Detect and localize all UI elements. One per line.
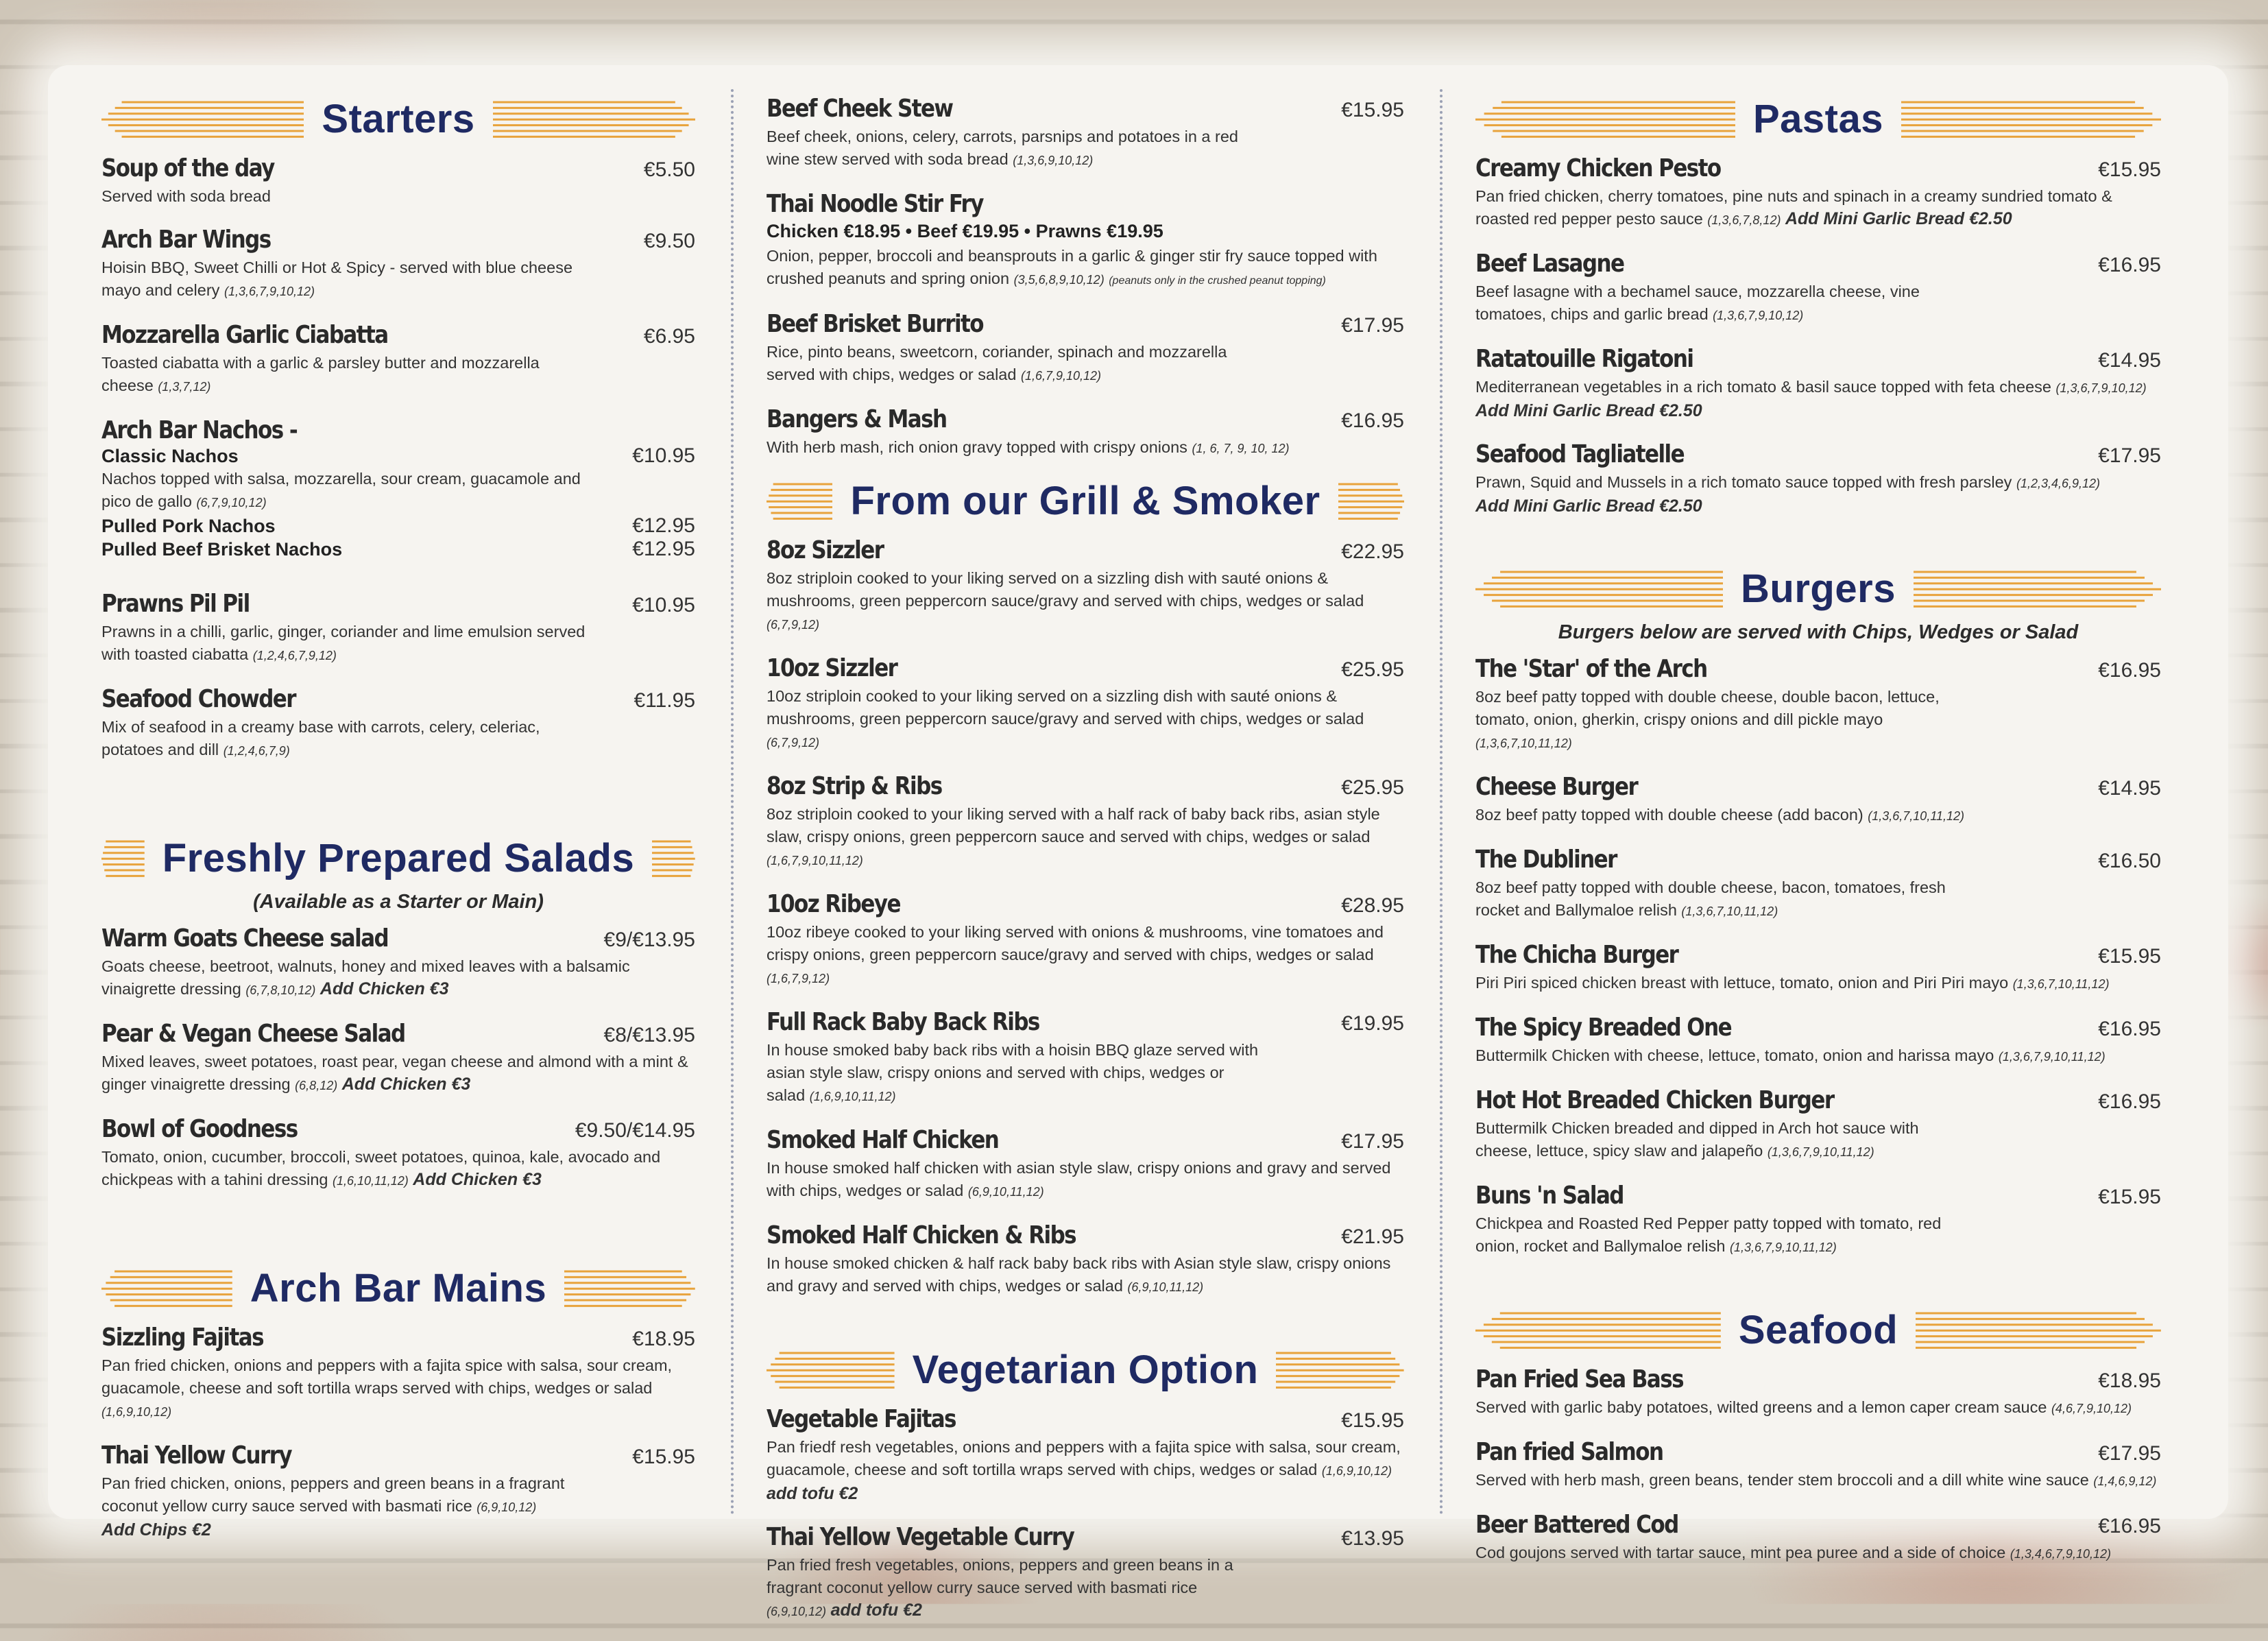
item-name: Thai Noodle Stir Fry [767, 190, 983, 218]
price-options: Chicken €18.95 • Beef €19.95 • Prawns €19.95 [767, 221, 1163, 241]
item-price: €22.95 [1341, 540, 1404, 563]
stripes-decoration [1475, 98, 1735, 141]
grill-list [767, 536, 1404, 1299]
item-price: €16.95 [2098, 1515, 2161, 1537]
menu-item[interactable] [101, 590, 695, 667]
section-heading-starters [101, 96, 695, 142]
item-name: 8oz Sizzler [767, 536, 884, 564]
item-price: €15.95 [2098, 945, 2161, 968]
item-price: €21.95 [1341, 1225, 1404, 1248]
stripes-decoration [493, 98, 695, 141]
stripes-decoration [767, 480, 832, 523]
burgers-list [1475, 655, 2161, 1259]
section-heading-grill [767, 478, 1404, 524]
menu-column-left [101, 89, 695, 1559]
item-price: €25.95 [1341, 776, 1404, 799]
item-price: €17.95 [1341, 314, 1404, 337]
item-name: 8oz Strip & Ribs [767, 772, 942, 800]
item-description: 10oz striploin cooked to your liking served on a sizzling dish with sauté onions & mushrooms, green peppercorn sauce/gravy and served with chips, wedges or salad (6,7,9,12) [767, 687, 1364, 750]
item-name: Soup of the day [101, 154, 274, 182]
menu-item[interactable] [1475, 655, 2161, 755]
salads-list [101, 924, 695, 1193]
item-description: Tomato, onion, cucumber, broccoli, sweet potatoes, quinoa, kale, avocado and chickpeas with a tahini dressing (1,6,10,11,12) Add Chicken €3 [101, 1148, 661, 1189]
section-note: Burgers below are served with Chips, Wedges or Salad [1558, 621, 2079, 643]
stripes-decoration [652, 837, 695, 880]
item-description: Pan fried chicken, cherry tomatoes, pine nuts and spinach in a creamy sundried tomato & roasted red pepper pesto sauce (1,3,6,7,8,12) Add Mini Garlic Bread €2.50 [1475, 187, 2112, 228]
item-description: Nachos topped with salsa, mozzarella, sour cream, guacamole and pico de gallo (6,7,9,10,12) [101, 470, 581, 510]
item-price: €6.95 [643, 325, 695, 348]
menu-item[interactable] [767, 536, 1404, 636]
menu-item-thai-noodle[interactable] [767, 190, 1404, 292]
item-description: 8oz beef patty topped with double cheese (add bacon) (1,3,6,7,10,11,12) [1475, 806, 1965, 824]
addon-option: add tofu €2 [767, 1484, 858, 1503]
allergen-codes: (1,3,7,12) [158, 380, 211, 394]
section-title: Freshly Prepared Salads [162, 836, 635, 881]
item-description: Rice, pinto beans, sweetcorn, coriander, spinach and mozzarella served with chips, wedges or salad (1,6,7,9,10,12) [767, 343, 1227, 383]
item-price: €15.95 [632, 1446, 695, 1468]
item-description: With herb mash, rich onion gravy topped with crispy onions (1, 6, 7, 9, 10, 12) [767, 438, 1290, 456]
item-price: €8/€13.95 [603, 1024, 695, 1046]
menu-item[interactable] [101, 321, 695, 398]
item-name: Cheese Burger [1475, 773, 1638, 801]
menu-item[interactable] [1475, 154, 2161, 232]
stripes-decoration [1901, 98, 2161, 141]
section-title: Burgers [1741, 566, 1896, 611]
section-note: (Available as a Starter or Main) [253, 891, 544, 913]
menu-item-nachos[interactable] [101, 416, 695, 561]
addon-option: Add Mini Garlic Bread €2.50 [1785, 209, 2012, 228]
menu-item[interactable] [767, 1523, 1404, 1623]
menu-item[interactable] [767, 1221, 1404, 1299]
stripes-decoration [1475, 1309, 1721, 1352]
item-price: €25.95 [1341, 658, 1404, 681]
stripes-decoration [564, 1267, 695, 1310]
section-heading-mains [101, 1265, 695, 1311]
addon-option: Add Chicken €3 [341, 1075, 471, 1094]
item-description: Onion, pepper, broccoli and beansprouts in a garlic & ginger stir fry sauce topped with crushed peanuts and spring onion (3,5,6,8,9,10,12) (peanuts only in the crushed peanut topping) [767, 247, 1377, 287]
item-name: The Chicha Burger [1475, 941, 1678, 969]
section-heading-salads [101, 835, 695, 881]
addon-option: Add Mini Garlic Bread €2.50 [1475, 401, 1702, 420]
section-title: Vegetarian Option [912, 1347, 1259, 1392]
menu-item[interactable] [101, 154, 695, 208]
stripes-decoration [1475, 568, 1723, 610]
item-name: Ratatouille Rigatoni [1475, 345, 1693, 373]
item-description: Mixed leaves, sweet potatoes, roast pear, vegan cheese and almond with a mint & ginger vinaigrette dressing (6,8,12) Add Chicken €3 [101, 1053, 688, 1094]
item-name: Pan fried Salmon [1475, 1438, 1663, 1466]
item-price: €9.50 [643, 230, 695, 252]
item-name: The Dubliner [1475, 846, 1617, 874]
item-description: Cod goujons served with tartar sauce, mint pea puree and a side of choice (1,3,4,6,7,9,10,12) [1475, 1544, 2111, 1561]
item-price: €9.50/€14.95 [575, 1119, 695, 1142]
addon-option: Add Chicken €3 [413, 1170, 542, 1189]
item-name: Arch Bar Nachos - [101, 416, 298, 444]
item-price: €16.95 [1341, 409, 1404, 432]
item-description: 10oz ribeye cooked to your liking served with onions & mushrooms, vine tomatoes and crispy onions, green peppercorn sauce/gravy and served with chips, wedges or salad (1,6,7,9,12) [767, 923, 1384, 985]
item-description: Piri Piri spiced chicken breast with lettuce, tomato, onion and Piri Piri mayo (1,3,6,7,10,11,12) [1475, 974, 2110, 992]
item-price: €15.95 [1341, 99, 1404, 121]
stripes-decoration [101, 1267, 232, 1310]
item-name: Pear & Vegan Cheese Salad [101, 1020, 405, 1048]
item-name: Bowl of Goodness [101, 1115, 298, 1143]
menu-item[interactable] [101, 685, 695, 763]
item-description: In house smoked chicken & half rack baby back ribs with Asian style slaw, crispy onions and gravy and served with chips, wedges or salad (6,9,10,11,12) [767, 1254, 1391, 1295]
section-title: From our Grill & Smoker [850, 479, 1320, 523]
item-description: 8oz beef patty topped with double cheese, bacon, tomatoes, fresh rocket and Ballymaloe relish (1,3,6,7,10,11,12) [1475, 878, 1946, 919]
item-price: €14.95 [2098, 349, 2161, 372]
menu-column-right [1475, 89, 2161, 1583]
menu-item[interactable] [1475, 1086, 2161, 1164]
menu-item[interactable] [767, 95, 1404, 172]
menu-item[interactable] [1475, 941, 2161, 996]
item-description: Pan friedf resh vegetables, onions and peppers with a fajita spice with salsa, sour cream, guacamole, cheese and soft tortilla wraps served with chips, wedges or salad (1,6,9,10,12) add tofu €2 [767, 1438, 1401, 1503]
section-title: Starters [322, 97, 475, 141]
item-price: €17.95 [1341, 1130, 1404, 1153]
pastas-list [1475, 154, 2161, 518]
item-price: €5.50 [643, 158, 695, 181]
section-title: Arch Bar Mains [250, 1266, 547, 1310]
seafood-list [1475, 1365, 2161, 1566]
section-heading-pastas [1475, 96, 2161, 142]
column-divider [1440, 89, 1443, 1516]
item-price: €11.95 [634, 689, 695, 712]
item-name: Creamy Chicken Pesto [1475, 154, 1721, 182]
column-divider [731, 89, 734, 1516]
menu-item[interactable] [767, 654, 1404, 754]
menu-item[interactable] [101, 924, 695, 1002]
addon-option: Add Chips €2 [101, 1520, 211, 1540]
item-name: The Spicy Breaded One [1475, 1014, 1732, 1042]
item-price: €28.95 [1341, 894, 1404, 917]
item-price: €15.95 [2098, 158, 2161, 181]
menu-item[interactable] [1475, 846, 2161, 923]
item-name: Beef Brisket Burrito [767, 310, 983, 338]
menu-item[interactable] [767, 1126, 1404, 1203]
item-name: Beer Battered Cod [1475, 1511, 1678, 1539]
item-name: Seafood Chowder [101, 685, 295, 713]
item-name: Arch Bar Wings [101, 226, 271, 254]
allergen-codes: (1,3,6,7,9,10,12) [224, 285, 315, 298]
menu-item[interactable] [101, 1115, 695, 1193]
item-description: Beef lasagne with a bechamel sauce, mozzarella cheese, vine tomatoes, chips and garlic bread (1,3,6,7,9,10,12) [1475, 283, 1920, 323]
section-heading-burgers [1475, 566, 2161, 612]
menu-item[interactable] [1475, 1511, 2161, 1566]
menu-item[interactable] [1475, 1182, 2161, 1259]
item-description: In house smoked baby back ribs with a hoisin BBQ glaze served with asian style slaw, crispy onions and served with chips, wedges or salad (1,6,9,10,11,12) [767, 1041, 1259, 1104]
stripes-decoration [101, 98, 304, 141]
menu-item[interactable] [1475, 1365, 2161, 1420]
stripes-decoration [1338, 480, 1404, 523]
item-price: €16.95 [2098, 659, 2161, 682]
section-heading-vegetarian [767, 1347, 1404, 1393]
item-description: Goats cheese, beetroot, walnuts, honey and mixed leaves with a balsamic vinaigrette dressing (6,7,8,10,12) Add Chicken €3 [101, 957, 630, 998]
menu-item[interactable] [1475, 773, 2161, 828]
item-price: €19.95 [1341, 1012, 1404, 1035]
item-name: Smoked Half Chicken [767, 1126, 999, 1154]
item-name: Thai Yellow Vegetable Curry [767, 1523, 1074, 1551]
sub-option: Pulled Pork Nachos €12.95 [101, 514, 695, 537]
item-description: 8oz striploin cooked to your liking served on a sizzling dish with sauté onions & mushrooms, green peppercorn sauce/gravy and served with chips, wedges or salad (6,7,9,12) [767, 569, 1364, 632]
item-name: Full Rack Baby Back Ribs [767, 1008, 1039, 1036]
item-description: 8oz beef patty topped with double cheese, double bacon, lettuce, tomato, onion, gherkin, crispy onions and dill pickle mayo (1,3,6,7,10,11,12) [1475, 688, 1940, 750]
item-description: Chickpea and Roasted Red Pepper patty topped with tomato, red onion, rocket and Ballymaloe relish (1,3,6,7,9,10,11,12) [1475, 1214, 1942, 1255]
item-name: Pan Fried Sea Bass [1475, 1365, 1684, 1393]
item-price: €16.95 [2098, 1090, 2161, 1113]
addon-option: Add Mini Garlic Bread €2.50 [1475, 496, 1702, 516]
item-price: €13.95 [1341, 1527, 1404, 1550]
vegetarian-list [767, 1405, 1404, 1623]
menu-item[interactable] [767, 1008, 1404, 1108]
item-name: Mozzarella Garlic Ciabatta [101, 321, 388, 349]
item-price: €18.95 [2098, 1369, 2161, 1392]
menu-item[interactable] [767, 772, 1404, 872]
menu-item[interactable] [101, 1020, 695, 1097]
stripes-decoration [1276, 1349, 1404, 1391]
stripes-decoration [1914, 568, 2161, 610]
item-price: €18.95 [632, 1328, 695, 1350]
item-name: Beef Lasagne [1475, 250, 1624, 278]
item-price: €16.95 [2098, 1018, 2161, 1040]
item-description: Mediterranean vegetables in a rich tomato & basil sauce topped with feta cheese (1,3,6,7,9,10,12) Add Mini Garlic Bread €2.50 [1475, 378, 2147, 420]
item-name: Bangers & Mash [767, 405, 947, 433]
item-name: Vegetable Fajitas [767, 1405, 956, 1433]
menu-item[interactable] [767, 890, 1404, 990]
item-name: The 'Star' of the Arch [1475, 655, 1707, 683]
item-name: Buns 'n Salad [1475, 1182, 1624, 1210]
item-price: €16.95 [2098, 254, 2161, 276]
sub-option: Classic Nachos €10.95 [101, 444, 695, 467]
item-name: Hot Hot Breaded Chicken Burger [1475, 1086, 1834, 1114]
item-description: Pan fried chicken, onions, peppers and green beans in a fragrant coconut yellow curry sauce served with basmati rice (6,9,10,12) Add Chips €2 [101, 1474, 565, 1540]
item-name: 10oz Sizzler [767, 654, 897, 682]
item-description: Prawns in a chilli, garlic, ginger, coriander and lime emulsion served with toasted ciabatta (1,2,4,6,7,9,12) [101, 623, 586, 663]
menu-item[interactable] [1475, 250, 2161, 327]
item-description: Pan fried chicken, onions and peppers with a fajita spice with salsa, sour cream, guacamole, cheese and soft tortilla wraps served with chips, wedges or salad (1,6,9,10,12) [101, 1356, 673, 1419]
section-title: Pastas [1752, 97, 1884, 141]
item-description: Buttermilk Chicken with cheese, lettuce, tomato, onion and harissa mayo (1,3,6,7,9,10,11,12) [1475, 1046, 2106, 1064]
item-price: €16.50 [2098, 850, 2161, 872]
menu-item[interactable] [767, 405, 1404, 460]
item-description: Served with herb mash, green beans, tender stem broccoli and a dill white wine sauce (1,4,6,9,12) [1475, 1471, 2157, 1489]
item-description: Prawn, Squid and Mussels in a rich tomato sauce topped with fresh parsley (1,2,3,4,6,9,12) Add Mini Garlic Bread €2.50 [1475, 473, 2101, 516]
item-name: Warm Goats Cheese salad [101, 924, 389, 953]
addon-option: add tofu €2 [830, 1601, 922, 1620]
mains-list [101, 1323, 695, 1542]
menu-item[interactable] [101, 1323, 695, 1424]
item-description: Pan fried fresh vegetables, onions, peppers and green beans in a fragrant coconut yellow curry sauce served with basmati rice (6,9,10,12) add tofu €2 [767, 1556, 1233, 1620]
item-name: Beef Cheek Stew [767, 95, 953, 123]
item-name: Smoked Half Chicken & Ribs [767, 1221, 1076, 1249]
menu-item[interactable] [101, 226, 695, 303]
stripes-decoration [101, 837, 145, 880]
section-heading-seafood [1475, 1307, 2161, 1353]
menu-item[interactable] [1475, 440, 2161, 518]
item-price: €15.95 [1341, 1409, 1404, 1432]
menu-item[interactable] [1475, 345, 2161, 422]
item-description: Buttermilk Chicken breaded and dipped in Arch hot sauce with cheese, lettuce, spicy slaw and jalapeño (1,3,6,7,9,10,11,12) [1475, 1119, 1919, 1160]
menu-item[interactable] [101, 1441, 695, 1542]
menu-item[interactable] [1475, 1438, 2161, 1493]
menu-item[interactable] [1475, 1014, 2161, 1068]
item-description: Beef cheek, onions, celery, carrots, parsnips and potatoes in a red wine stew served with soda bread (1,3,6,9,10,12) [767, 128, 1238, 168]
item-price: €17.95 [2098, 1442, 2161, 1465]
addon-option: Add Chicken €3 [319, 979, 449, 998]
item-price: €15.95 [2098, 1186, 2161, 1208]
item-description: Served with garlic baby potatoes, wilted greens and a lemon caper cream sauce (4,6,7,9,10,12) [1475, 1398, 2132, 1416]
item-description: Toasted ciabatta with a garlic & parsley butter and mozzarella cheese (1,3,7,12) [101, 354, 540, 394]
item-name: Prawns Pil Pil [101, 590, 250, 618]
item-price: €17.95 [2098, 444, 2161, 467]
menu-item[interactable] [767, 1405, 1404, 1505]
menu-column-middle [767, 95, 1404, 1641]
starters-list [101, 154, 695, 763]
item-name: Seafood Tagliatelle [1475, 440, 1685, 468]
item-description: Mix of seafood in a creamy base with carrots, celery, celeriac, potatoes and dill (1,2,4,6,7,9) [101, 718, 540, 758]
item-description: Hoisin BBQ, Sweet Chilli or Hot & Spicy - served with blue cheese mayo and celery (1,3,6,7,9,10,12) [101, 259, 573, 299]
stripes-decoration [767, 1349, 895, 1391]
item-name: 10oz Ribeye [767, 890, 900, 918]
item-description: In house smoked half chicken with asian style slaw, crispy onions and gravy and served with chips, wedges or salad (6,9,10,11,12) [767, 1159, 1391, 1199]
section-title: Seafood [1738, 1308, 1898, 1352]
item-name: Thai Yellow Curry [101, 1441, 292, 1470]
menu-item[interactable] [767, 310, 1404, 387]
stripes-decoration [1916, 1309, 2161, 1352]
sub-option: Pulled Beef Brisket Nachos €12.95 [101, 538, 695, 560]
item-price: €9/€13.95 [603, 929, 695, 951]
item-description: 8oz striploin cooked to your liking served with a half rack of baby back ribs, asian style slaw, crispy onions, green peppercorn sauce and served with chips, wedges or salad (1,6,7,9,10,11,12) [767, 805, 1380, 867]
item-price: €14.95 [2098, 777, 2161, 800]
item-name: Sizzling Fajitas [101, 1323, 263, 1352]
item-price: €10.95 [632, 594, 695, 616]
item-description: Served with soda bread [101, 187, 271, 205]
